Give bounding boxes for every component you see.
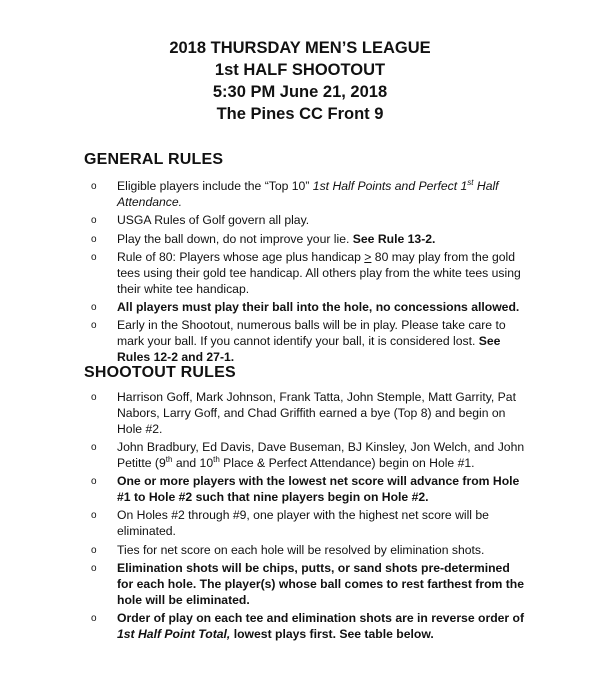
list-item: o Eligible players include the “Top 10” 1st Half Points and Perfect 1st Half Attendance. bbox=[91, 177, 499, 209]
bullet-icon: o bbox=[91, 441, 97, 453]
bullet-icon: o bbox=[91, 476, 97, 488]
list-item: o One or more players with the lowest net score will advance from Hole #1 to Hole #2 such that nine players begin on Hole #2. bbox=[91, 474, 520, 504]
general-rules-list bbox=[88, 179, 528, 368]
shootout-rules-list bbox=[88, 390, 528, 645]
list-item: o USGA Rules of Golf govern all play. bbox=[91, 213, 310, 228]
bullet-icon: o bbox=[91, 510, 97, 522]
list-item: o Early in the Shootout, numerous balls will be in play. Please take care to mark your ball. If you cannot identify your ball, it is considered lost. See Rules 12-2 and 27-1. bbox=[91, 318, 506, 364]
shootout-rules-heading: SHOOTOUT RULES bbox=[84, 364, 236, 381]
bullet-icon: o bbox=[91, 320, 97, 332]
list-item: o Order of play on each tee and elimination shots are in reverse order of 1st Half Point Total, lowest plays first. See table below. bbox=[91, 610, 525, 641]
bullet-icon: o bbox=[91, 301, 97, 313]
list-item: o Elimination shots will be chips, putts, or sand shots pre-determined for each hole. The player(s) whose ball comes to rest farthest from the hole will be eliminated. bbox=[91, 560, 525, 607]
bullet-icon: o bbox=[91, 392, 97, 403]
bullet-icon: o bbox=[91, 251, 97, 263]
list-item: o Play the ball down, do not improve your lie. See Rule 13-2. bbox=[91, 231, 436, 246]
document-title bbox=[0, 0, 600, 125]
title-datetime: 5:30 PM June 21, 2018 bbox=[212, 83, 388, 101]
bullet-icon: o bbox=[91, 562, 97, 574]
title-league: 2018 THURSDAY MEN’S LEAGUE bbox=[169, 39, 431, 57]
title-venue: The Pines CC Front 9 bbox=[216, 105, 384, 123]
bullet-icon: o bbox=[91, 612, 97, 624]
list-item: o Harrison Goff, Mark Johnson, Frank Tatta, John Stemple, Matt Garrity, Pat Nabors, Larry Goff, and Chad Griffith earned a bye (Top 8) and begin on Hole #2. bbox=[91, 390, 516, 436]
list-item: o All players must play their ball into the hole, no concessions allowed. bbox=[91, 299, 520, 314]
list-item: o Ties for net score on each hole will be resolved by elimination shots. bbox=[91, 542, 485, 557]
bullet-icon: o bbox=[91, 233, 97, 245]
title-event: 1st HALF SHOOTOUT bbox=[214, 61, 386, 79]
list-item: o John Bradbury, Ed Davis, Dave Buseman, BJ Kinsley, Jon Welch, and John Petitte (9th and 10th Place & Perfect Attendance) begin on Hole #1. bbox=[91, 439, 525, 470]
bullet-icon: o bbox=[91, 181, 97, 192]
general-rules-heading: GENERAL RULES bbox=[84, 151, 224, 168]
bullet-icon: o bbox=[91, 544, 97, 556]
bullet-icon: o bbox=[91, 215, 97, 227]
list-item: o Rule of 80: Players whose age plus handicap > 80 may play from the gold tees using their gold tee handicap. All others play from the white tees using their white tee handicap. bbox=[91, 249, 521, 296]
list-item: o On Holes #2 through #9, one player with the highest net score will be eliminated. bbox=[91, 508, 489, 539]
